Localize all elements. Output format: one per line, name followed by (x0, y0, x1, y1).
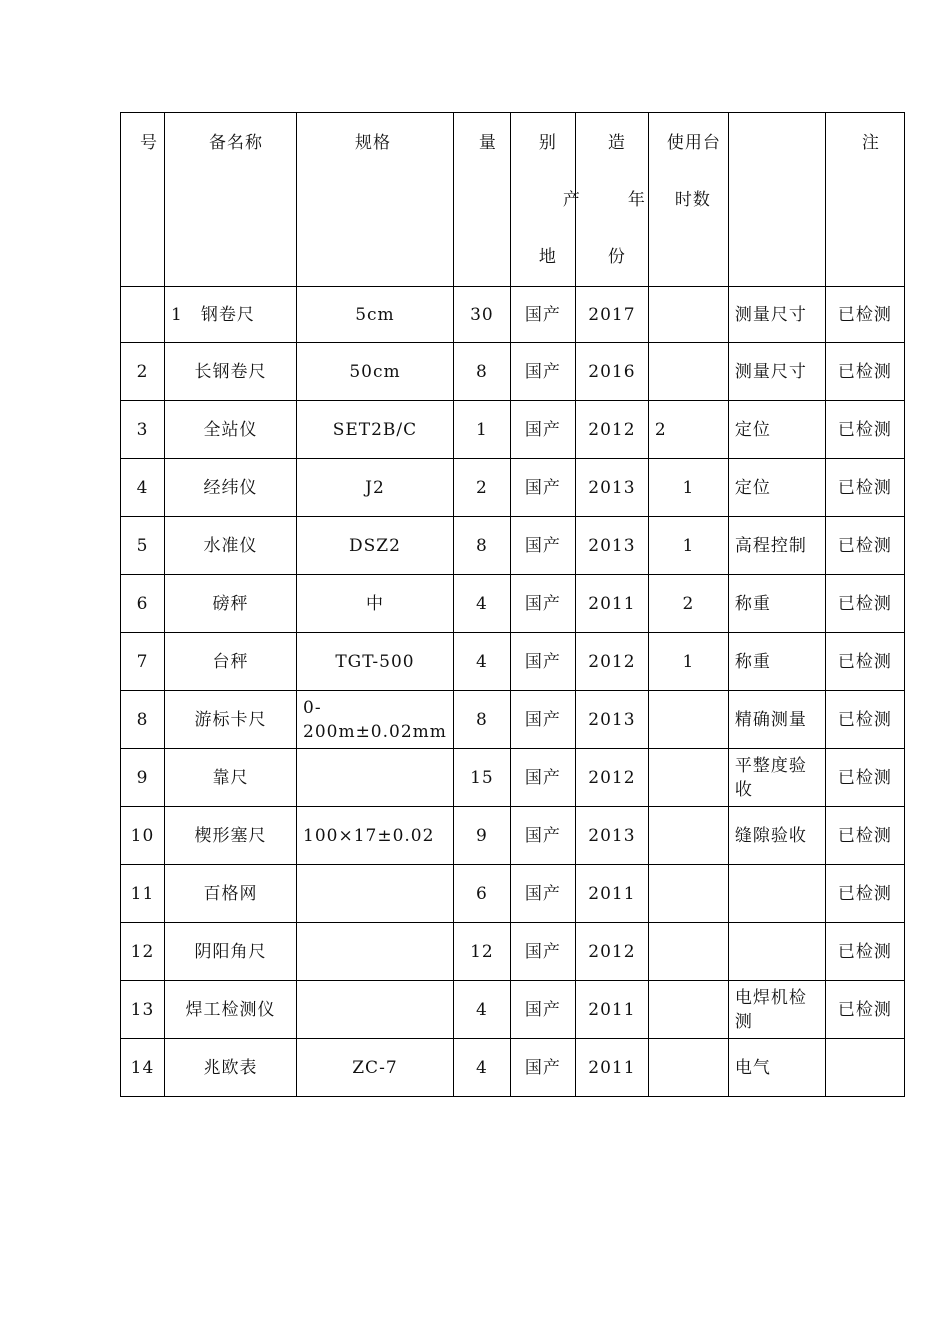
cell-hours: 1 (648, 633, 728, 691)
cell-year: 2011 (575, 575, 648, 633)
cell-remark: 已检测 (825, 923, 904, 981)
header-spec (297, 113, 454, 287)
cell-qty: 30 (453, 287, 510, 343)
header-name-label: 备名称 (209, 133, 263, 153)
cell-origin: 国产 (510, 807, 575, 865)
cell-origin: 国产 (510, 981, 575, 1039)
cell-year: 2016 (575, 343, 648, 401)
cell-purpose: 平整度验收 (728, 749, 825, 807)
cell-no: 10 (121, 807, 165, 865)
cell-year: 2011 (575, 865, 648, 923)
cell-origin: 国产 (510, 343, 575, 401)
table-row (121, 865, 905, 923)
cell-origin: 国产 (510, 691, 575, 749)
table-body (121, 287, 905, 1097)
cell-remark: 已检测 (825, 343, 904, 401)
cell-hours (648, 1039, 728, 1097)
cell-remark: 已检测 (825, 401, 904, 459)
cell-name: 阴阳角尺 (165, 923, 297, 981)
cell-no: 5 (121, 517, 165, 575)
cell-spec: TGT-500 (297, 633, 454, 691)
header-hours (648, 113, 728, 287)
header-origin-mid: 产 (562, 190, 581, 210)
cell-purpose: 称重 (728, 575, 825, 633)
cell-purpose (728, 865, 825, 923)
cell-name: 楔形塞尺 (165, 807, 297, 865)
table-row (121, 343, 905, 401)
header-name (165, 113, 297, 287)
header-no-label: 号 (140, 133, 158, 153)
cell-year: 2013 (575, 807, 648, 865)
cell-purpose: 测量尺寸 (728, 287, 825, 343)
cell-qty: 2 (453, 459, 510, 517)
table-row (121, 981, 905, 1039)
table-row (121, 459, 905, 517)
cell-name: 游标卡尺 (165, 691, 297, 749)
cell-spec: 0-200m±0.02mm (297, 691, 454, 749)
table-row (121, 691, 905, 749)
cell-no: 6 (121, 575, 165, 633)
cell-purpose: 定位 (728, 401, 825, 459)
table-row (121, 401, 905, 459)
header-remark (825, 113, 904, 287)
cell-hours: 1 (648, 459, 728, 517)
cell-qty: 4 (453, 575, 510, 633)
cell-spec (297, 923, 454, 981)
cell-year: 2012 (575, 923, 648, 981)
cell-name: 水准仪 (165, 517, 297, 575)
cell-name: 兆欧表 (165, 1039, 297, 1097)
cell-purpose: 测量尺寸 (728, 343, 825, 401)
cell-remark: 已检测 (825, 575, 904, 633)
cell-origin: 国产 (510, 459, 575, 517)
cell-purpose: 称重 (728, 633, 825, 691)
cell-purpose: 精确测量 (728, 691, 825, 749)
cell-no: 4 (121, 459, 165, 517)
cell-purpose: 高程控制 (728, 517, 825, 575)
cell-hours (648, 287, 728, 343)
cell-qty: 6 (453, 865, 510, 923)
cell-spec: DSZ2 (297, 517, 454, 575)
header-no (121, 113, 165, 287)
cell-spec: 100×17±0.02 (297, 807, 454, 865)
cell-hours (648, 749, 728, 807)
cell-no: 13 (121, 981, 165, 1039)
cell-purpose: 定位 (728, 459, 825, 517)
header-year-top: 造 (607, 133, 626, 153)
cell-origin: 国产 (510, 401, 575, 459)
cell-hours: 1 (648, 517, 728, 575)
cell-qty: 4 (453, 633, 510, 691)
cell-spec (297, 981, 454, 1039)
cell-spec: 5cm (297, 287, 454, 343)
cell-name: 磅秤 (165, 575, 297, 633)
cell-year: 2013 (575, 459, 648, 517)
cell-year: 2012 (575, 633, 648, 691)
equipment-table (120, 112, 905, 1097)
cell-hours (648, 865, 728, 923)
cell-no: 3 (121, 401, 165, 459)
cell-remark: 已检测 (825, 865, 904, 923)
cell-no: 2 (121, 343, 165, 401)
cell-year: 2013 (575, 517, 648, 575)
cell-no: 14 (121, 1039, 165, 1097)
cell-origin: 国产 (510, 1039, 575, 1097)
cell-no (121, 287, 165, 343)
cell-remark: 已检测 (825, 981, 904, 1039)
cell-origin: 国产 (510, 749, 575, 807)
cell-remark: 已检测 (825, 807, 904, 865)
table-row (121, 749, 905, 807)
cell-name: 百格网 (165, 865, 297, 923)
cell-name: 1 钢卷尺 (165, 287, 297, 343)
cell-year: 2012 (575, 401, 648, 459)
cell-qty: 8 (453, 517, 510, 575)
table-row (121, 575, 905, 633)
cell-origin: 国产 (510, 575, 575, 633)
cell-hours (648, 807, 728, 865)
table-row (121, 517, 905, 575)
cell-remark: 已检测 (825, 633, 904, 691)
cell-remark: 已检测 (825, 517, 904, 575)
header-qty-label: 量 (478, 133, 497, 153)
cell-hours: 2 (648, 401, 728, 459)
cell-hours (648, 923, 728, 981)
table-row (121, 287, 905, 343)
cell-remark: 已检测 (825, 287, 904, 343)
cell-no: 11 (121, 865, 165, 923)
cell-qty: 4 (453, 981, 510, 1039)
header-hours-line1: 使用台 (666, 133, 721, 153)
cell-qty: 8 (453, 343, 510, 401)
cell-qty: 9 (453, 807, 510, 865)
header-origin-top: 别 (538, 133, 557, 153)
cell-name: 经纬仪 (165, 459, 297, 517)
header-purpose (728, 113, 825, 287)
cell-name: 全站仪 (165, 401, 297, 459)
cell-name: 台秤 (165, 633, 297, 691)
header-year-mid: 年 (627, 190, 646, 210)
cell-purpose: 电焊机检测 (728, 981, 825, 1039)
table-row (121, 923, 905, 981)
cell-no: 8 (121, 691, 165, 749)
cell-origin: 国产 (510, 923, 575, 981)
header-year-bot: 份 (607, 247, 626, 267)
cell-remark (825, 1039, 904, 1097)
cell-purpose: 电气 (728, 1039, 825, 1097)
cell-origin: 国产 (510, 287, 575, 343)
header-origin (510, 113, 581, 287)
cell-qty: 1 (453, 401, 510, 459)
cell-purpose: 缝隙验收 (728, 807, 825, 865)
header-origin-bot: 地 (538, 247, 557, 267)
cell-remark: 已检测 (825, 691, 904, 749)
cell-year: 2011 (575, 1039, 648, 1097)
cell-spec: 50cm (297, 343, 454, 401)
cell-remark: 已检测 (825, 459, 904, 517)
cell-year: 2013 (575, 691, 648, 749)
cell-hours: 2 (648, 575, 728, 633)
cell-no: 12 (121, 923, 165, 981)
cell-spec: ZC-7 (297, 1039, 454, 1097)
cell-no: 7 (121, 633, 165, 691)
header-remark-label: 注 (861, 133, 880, 153)
cell-name: 长钢卷尺 (165, 343, 297, 401)
cell-hours (648, 981, 728, 1039)
cell-year: 2011 (575, 981, 648, 1039)
cell-remark: 已检测 (825, 749, 904, 807)
cell-name: 焊工检测仪 (165, 981, 297, 1039)
table-row (121, 1039, 905, 1097)
cell-hours (648, 691, 728, 749)
cell-origin: 国产 (510, 865, 575, 923)
header-qty (453, 113, 510, 287)
cell-origin: 国产 (510, 517, 575, 575)
cell-year: 2012 (575, 749, 648, 807)
header-year (575, 113, 648, 287)
cell-year: 2017 (575, 287, 648, 343)
table-row (121, 633, 905, 691)
cell-qty: 4 (453, 1039, 510, 1097)
cell-spec: J2 (297, 459, 454, 517)
cell-no: 9 (121, 749, 165, 807)
cell-spec (297, 749, 454, 807)
cell-qty: 12 (453, 923, 510, 981)
cell-hours (648, 343, 728, 401)
cell-spec: 中 (297, 575, 454, 633)
header-hours-line2: 时数 (674, 190, 711, 210)
cell-origin: 国产 (510, 633, 575, 691)
cell-name: 靠尺 (165, 749, 297, 807)
cell-spec (297, 865, 454, 923)
cell-spec: SET2B/C (297, 401, 454, 459)
table-row (121, 807, 905, 865)
cell-purpose (728, 923, 825, 981)
header-row (121, 113, 905, 287)
cell-qty: 15 (453, 749, 510, 807)
header-spec-label: 规格 (355, 133, 391, 153)
cell-qty: 8 (453, 691, 510, 749)
